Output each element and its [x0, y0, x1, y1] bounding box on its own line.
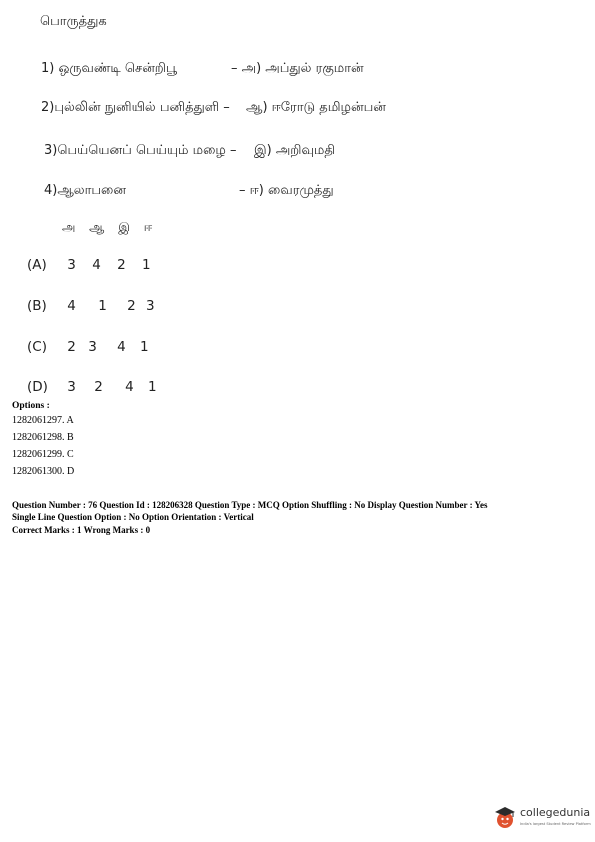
choice-number: 4	[117, 339, 126, 355]
match-left-2: 2)புல்லின் நுனியில் பனித்துளி –	[41, 100, 230, 115]
match-right-3: இ) அறிவுமதி	[254, 143, 336, 158]
match-right-1: – அ) அப்துல் ரகுமான்	[231, 61, 364, 76]
match-left-1: 1) ஒருவண்டி சென்றிபூ	[41, 61, 177, 76]
option-id-c: 1282061299. C	[12, 449, 74, 460]
question-scan-image	[0, 0, 595, 400]
answer-letter-row	[62, 220, 162, 236]
letter-aa: ஆ	[89, 220, 105, 234]
choice-b-row	[27, 298, 167, 314]
question-marks-line: Correct Marks : 1 Wrong Marks : 0	[12, 525, 151, 535]
choice-number: 1	[98, 298, 107, 314]
letter-a: அ	[62, 220, 76, 234]
option-id-b: 1282061298. B	[12, 432, 74, 443]
graduate-cap-icon	[493, 805, 517, 831]
match-left-3: 3)பெய்யெனப் பெய்யும் மழை –	[44, 143, 237, 158]
choice-number: 3	[88, 339, 97, 355]
choice-number: 1	[141, 257, 151, 273]
option-id-d: 1282061300. D	[12, 466, 75, 477]
choice-number: 4	[92, 257, 101, 273]
letter-i: இ	[118, 220, 130, 234]
question-meta-line-1: Question Number : 76 Question Id : 128206328 Question Type : MCQ Option Shuffling : No Display Question Number : Yes	[12, 500, 488, 510]
question-heading: பொருத்துக	[40, 14, 107, 29]
choice-number: 2	[127, 298, 136, 314]
choice-d-row	[27, 379, 169, 395]
choice-number: 3	[67, 257, 76, 273]
choice-c-row	[27, 339, 161, 355]
brand-name: collegedunia	[520, 806, 591, 819]
options-title: Options :	[12, 401, 50, 411]
choice-number: 3	[145, 298, 155, 314]
option-id-a: 1282061297. A	[12, 415, 74, 426]
choice-number: 2	[67, 339, 76, 355]
choice-number: 2	[94, 379, 103, 395]
choice-label: (B)	[27, 298, 47, 314]
choice-number: 2	[117, 257, 126, 273]
match-left-4: 4)ஆலாபனை	[44, 183, 126, 198]
match-right-2: ஆ) ஈரோடு தமிழன்பன்	[246, 100, 386, 115]
brand-tagline: India's largest Student Review Platform	[520, 822, 591, 826]
choice-number: 4	[125, 379, 134, 395]
choice-a-row	[27, 257, 163, 273]
choice-number: 1	[147, 379, 157, 395]
choice-number: 1	[139, 339, 149, 355]
choice-number: 3	[67, 379, 76, 395]
letter-ii: ஈ	[143, 220, 153, 234]
question-meta-line-2: Single Line Question Option : No Option Orientation : Vertical	[12, 512, 254, 522]
collegedunia-logo	[493, 805, 589, 835]
choice-label: (D)	[27, 379, 48, 395]
choice-label: (C)	[27, 339, 47, 355]
match-right-4: – ஈ) வைரமுத்து	[239, 183, 334, 198]
choice-label: (A)	[27, 257, 47, 273]
choice-number: 4	[67, 298, 76, 314]
